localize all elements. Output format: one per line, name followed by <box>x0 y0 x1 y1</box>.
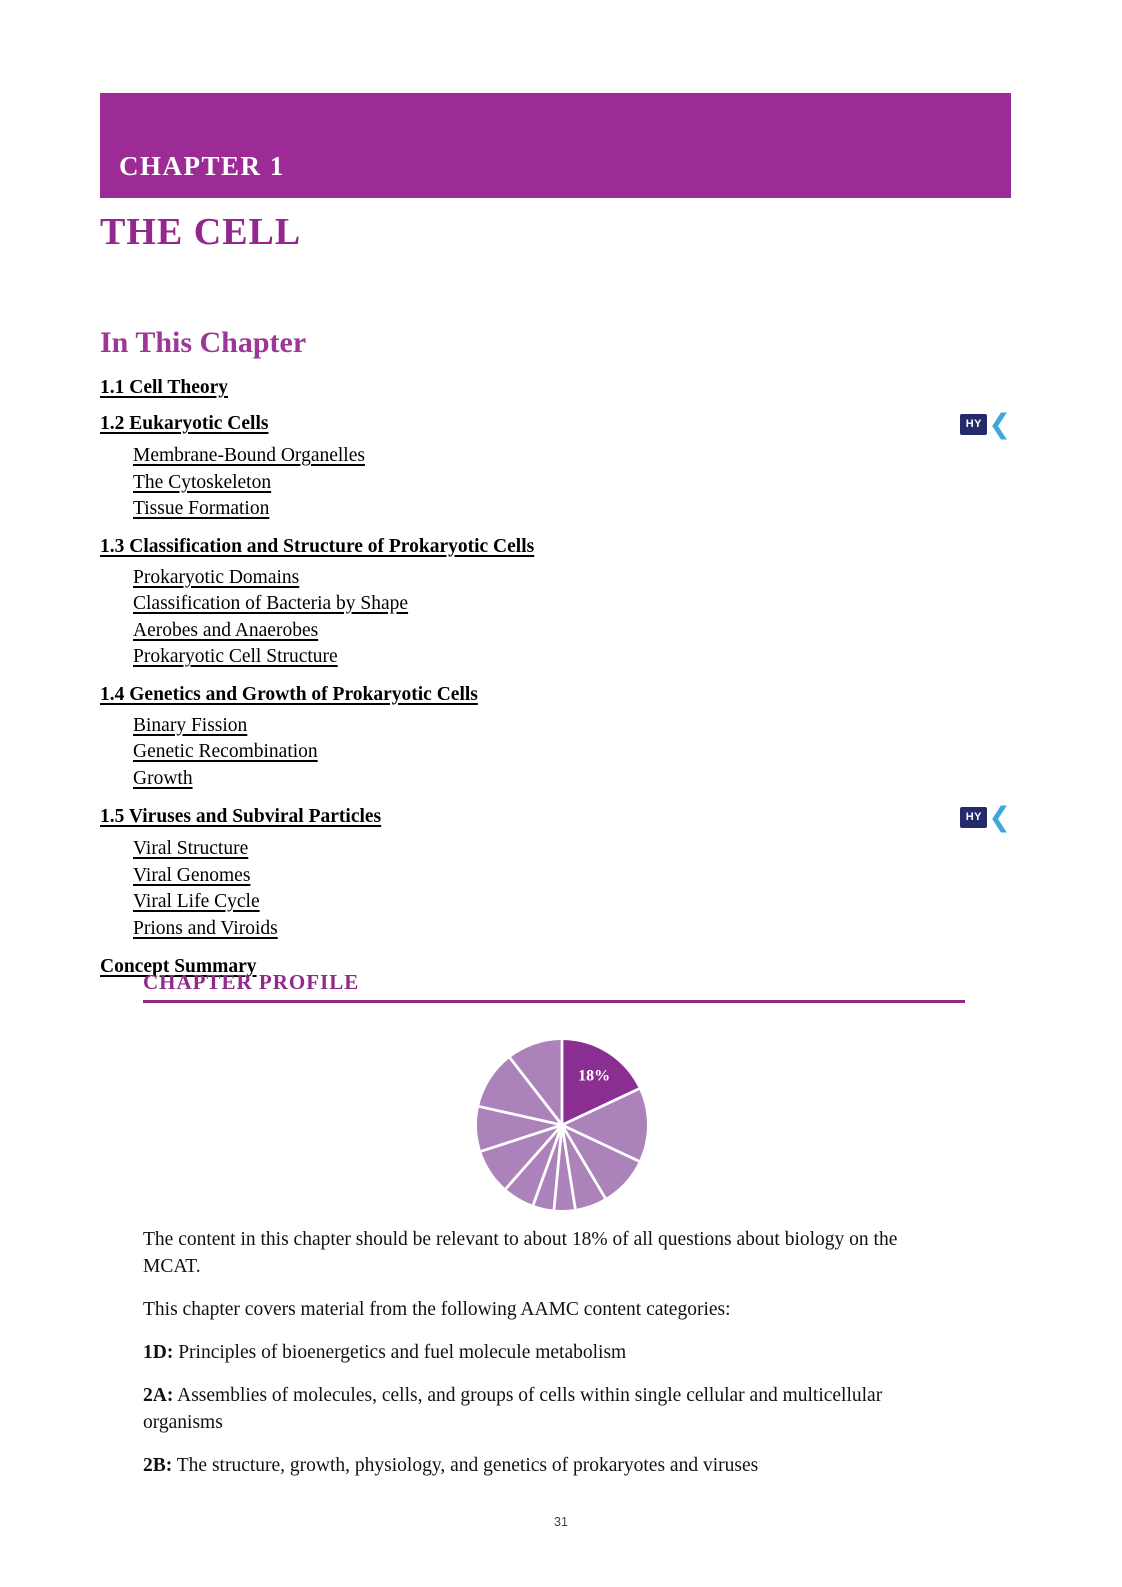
chapter-label: CHAPTER 1 <box>119 151 285 181</box>
toc-subsection-link[interactable]: Growth <box>133 767 193 789</box>
high-yield-badge <box>960 801 1011 833</box>
toc-subsection-row <box>133 916 1011 943</box>
toc-section-link[interactable]: 1.1 Cell Theory <box>100 377 229 398</box>
content-category-code: 2B: <box>143 1455 173 1476</box>
toc-subsection-row <box>133 713 1011 740</box>
toc-subsection-row <box>133 496 1011 523</box>
toc-subsection-row <box>133 889 1011 916</box>
toc-subsection-row <box>133 739 1011 766</box>
toc-subsection-row <box>133 565 1011 592</box>
toc-subsection-link[interactable]: Tissue Formation <box>133 498 270 519</box>
chapter-profile-heading: CHAPTER PROFILE <box>143 970 360 994</box>
toc-subsection-link[interactable]: Genetic Recombination <box>133 741 318 762</box>
chapter-profile-rule <box>143 1000 965 1003</box>
content-category-code: 2A: <box>143 1385 174 1406</box>
toc-subsection-row <box>133 618 1011 645</box>
pie-slice-label: 18% <box>578 1067 611 1085</box>
toc-subsection-link[interactable]: Binary Fission <box>133 714 248 736</box>
chapter-pie-chart <box>462 1025 662 1225</box>
in-this-chapter <box>100 326 1011 985</box>
toc-subsection-row <box>133 443 1011 470</box>
toc-subsection-link[interactable]: The Cytoskeleton <box>133 471 272 493</box>
toc-subsection-row <box>133 836 1011 863</box>
toc-section-row <box>100 536 1011 558</box>
toc-subsection-row <box>133 644 1011 671</box>
profile-paragraph: 2B: The structure, growth, physiology, and genetics of prokaryotes and viruses <box>143 1455 759 1476</box>
toc-subsection-link[interactable]: Viral Structure <box>133 838 249 859</box>
toc-subsection-link[interactable]: Prions and Viroids <box>133 917 278 939</box>
chapter-profile-text <box>143 1226 923 1495</box>
toc-section-row <box>100 377 1011 399</box>
toc-section-row <box>100 684 1011 706</box>
profile-paragraph: 1D: Principles of bioenergetics and fuel molecule metabolism <box>143 1342 627 1363</box>
profile-paragraph: The content in this chapter should be relevant to about 18% of all questions about biology on the MCAT. <box>143 1229 898 1277</box>
toc-subsection-row <box>133 863 1011 890</box>
high-yield-badge <box>960 408 1011 440</box>
page-number: 31 <box>554 1515 568 1529</box>
toc-subsection-link[interactable]: Prokaryotic Cell Structure <box>133 646 338 667</box>
chevron-left-icon: ❮ <box>988 408 1011 440</box>
toc-section-row <box>100 408 1011 440</box>
toc-subsection-link[interactable]: Prokaryotic Domains <box>133 566 300 588</box>
toc-subsection-link[interactable]: Aerobes and Anaerobes <box>133 619 319 641</box>
toc-section-row <box>100 801 1011 833</box>
toc-subsection-row <box>133 591 1011 618</box>
toc-subsection-link[interactable]: Membrane-Bound Organelles <box>133 445 365 466</box>
toc-section-link[interactable]: 1.5 Viruses and Subviral Particles <box>100 806 382 827</box>
toc-subsection-link[interactable]: Classification of Bacteria by Shape <box>133 593 409 614</box>
toc-heading: In This Chapter <box>100 326 307 359</box>
toc-section-link[interactable]: 1.3 Classification and Structure of Prokaryotic Cells <box>100 535 535 557</box>
toc-list <box>100 377 1011 942</box>
pie-chart-figure <box>462 1025 662 1225</box>
chapter-banner <box>100 93 1011 198</box>
toc-section-link[interactable]: 1.4 Genetics and Growth of Prokaryotic Cells <box>100 683 478 705</box>
profile-paragraph: 2A: Assemblies of molecules, cells, and groups of cells within single cellular and multicellular organisms <box>143 1385 883 1433</box>
toc-subsection-row <box>133 470 1011 497</box>
profile-paragraph: This chapter covers material from the following AAMC content categories: <box>143 1299 731 1320</box>
toc-subsection-link[interactable]: Viral Life Cycle <box>133 891 260 912</box>
chevron-left-icon: ❮ <box>988 801 1011 833</box>
page-title: THE CELL <box>100 211 302 253</box>
content-category-code: 1D: <box>143 1342 174 1363</box>
hy-label: HY <box>960 414 987 435</box>
toc-subsection-link[interactable]: Viral Genomes <box>133 864 251 886</box>
concept-summary-link[interactable]: Concept Summary <box>100 956 257 977</box>
toc-section-link[interactable]: 1.2 Eukaryotic Cells <box>100 413 269 434</box>
toc-subsection-row <box>133 766 1011 793</box>
hy-label: HY <box>960 807 987 828</box>
